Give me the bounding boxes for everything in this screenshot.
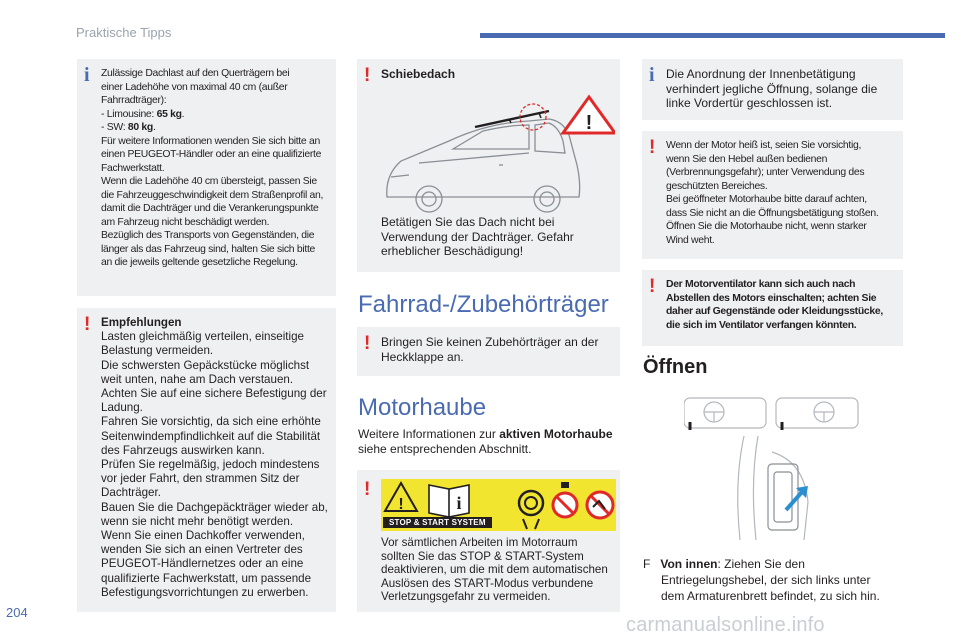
interior-control-info-box	[642, 59, 903, 120]
heading-open: Öffnen	[643, 356, 708, 378]
sunroof-title: Schiebedach	[381, 67, 456, 81]
roof-load-info-box	[77, 59, 336, 296]
watermark: carmanualsonline.info	[626, 614, 825, 636]
roof-load-info-text: Zulässige Dachlast auf den Querträgern bei einer Ladehöhe von maximal 40 cm (außer Fahrradträger): - Limousine: 65 kg. - SW: 80 kg. Für weitere Informationen wenden Sie sich bitte an einen PEUGEOT-Händler oder an eine qualifizierte Fachwerkstatt. Wenn die Ladehöhe 40 cm übersteigt, passen Sie die Fahrzeuggeschwindigkeit dem Straßenprofil an, damit die Dachträger und die Verankerungspunkte am Fahrzeug nicht beschädigt werden. Bezüglich des Transports von Gegenständen, die länger als das Fahrzeug sind, halten Sie sich bitte an die jeweils geltende gesetzliche Regelung.	[101, 68, 324, 268]
fan-warning-box	[642, 270, 903, 346]
interior-control-text: Die Anordnung der Innenbetätigung verhindert jegliche Öffnung, solange die linke Vordertür geschlossen ist.	[666, 67, 878, 110]
bullet-icon: F	[643, 557, 651, 571]
bonnet-release-illustration	[684, 392, 864, 542]
bonnet-intro: Weitere Informationen zur aktiven Motorhaube siehe entsprechenden Abschnitt.	[358, 427, 613, 456]
heading-bike-carrier: Fahrrad-/Zubehörträger	[358, 291, 609, 318]
svg-text:!: !	[585, 112, 593, 134]
hot-engine-text: Wenn der Motor heiß ist, seien Sie vorsichtig, wenn Sie den Hebel außen bedienen (Verbrennungsgefahr); unter Verwendung des geschützten Bereiches. Bei geöffneter Motorhaube bitte darauf achten, dass Sie nicht an die Öffnungsbetätigung stoßen. Öffnen Sie die Motorhaube nicht, wenn starker Wind weht.	[666, 140, 879, 246]
warning-exclamation-icon: !	[364, 65, 371, 86]
bike-carrier-text: Bringen Sie keinen Zubehörträger an der Heckklappe an.	[381, 335, 599, 364]
stop-start-label: STOP & START SYSTEM	[383, 517, 492, 528]
warning-exclamation-icon: !	[84, 314, 91, 335]
hot-engine-warning-box	[642, 131, 903, 259]
fan-warning-text: Der Motorventilator kann sich auch nach Abstellen des Motors einschalten; achten Sie daher auf Gegenstände oder Kleidungsstücke, die sich im Ventilator verfangen könnten.	[666, 279, 883, 331]
warning-exclamation-icon: !	[364, 333, 371, 354]
section-title: Praktische Tipps	[76, 25, 172, 40]
svg-text:!: !	[398, 496, 404, 513]
recommendations-text: Empfehlungen Lasten gleichmäßig verteilen, einseitige Belastung vermeiden. Die schwersten Gepäckstücke möglichst weit unten, nahe am Dach verstauen. Achten Sie auf eine sichere Befestigung der Ladung. Fahren Sie vorsichtig, da sich eine erhöhte Seitenwindempfindlichkeit auf die Stabilität des Fahrzeugs auswirken kann. Prüfen Sie regelmäßig, jedoch mindestens vor jeder Fahrt, den strammen Sitz der Dachträger. Bauen Sie die Dachgepäckträger wieder ab, wenn sie nicht mehr benötigt werden. Wenn Sie einen Dachkoffer verwenden, wenden Sie sich an einen Vertreter des PEUGEOT-Händlernetzes oder an eine qualifizierte Fachwerkstatt, um passende Befestigungsvorrichtungen zu erwerben.	[101, 316, 328, 599]
sunroof-warning-box	[357, 59, 620, 272]
warning-exclamation-icon: !	[649, 137, 656, 158]
car-roof-illustration	[379, 93, 615, 223]
header-bar	[480, 33, 945, 38]
bike-carrier-warning-box	[357, 327, 620, 376]
page-number: 204	[6, 605, 28, 620]
heading-bonnet: Motorhaube	[358, 394, 487, 421]
stop-start-text: Vor sämtlichen Arbeiten im Motorraum sollten Sie das STOP & START-System deaktivieren, um die mit dem automatischen Auslösen des START-Modus verbundene Verletzungsgefahr zu vermeiden.	[381, 536, 608, 603]
info-icon: i	[649, 64, 655, 86]
sunroof-text: Betätigen Sie das Dach nicht bei Verwendung der Dachträger. Gefahr erheblicher Beschädigung!	[381, 215, 574, 258]
warning-exclamation-icon: !	[364, 479, 371, 500]
warning-exclamation-icon: !	[649, 276, 656, 297]
recommendations-warning-box	[77, 308, 336, 612]
stop-start-warning-box	[357, 470, 620, 612]
info-icon: i	[84, 64, 90, 86]
safety-pictograms	[381, 479, 616, 531]
open-step: F Von innen: Ziehen Sie den Entriegelungshebel, der sich links unter dem Armaturenbrett befindet, zu sich hin.	[643, 557, 880, 603]
svg-text:i: i	[456, 493, 462, 513]
